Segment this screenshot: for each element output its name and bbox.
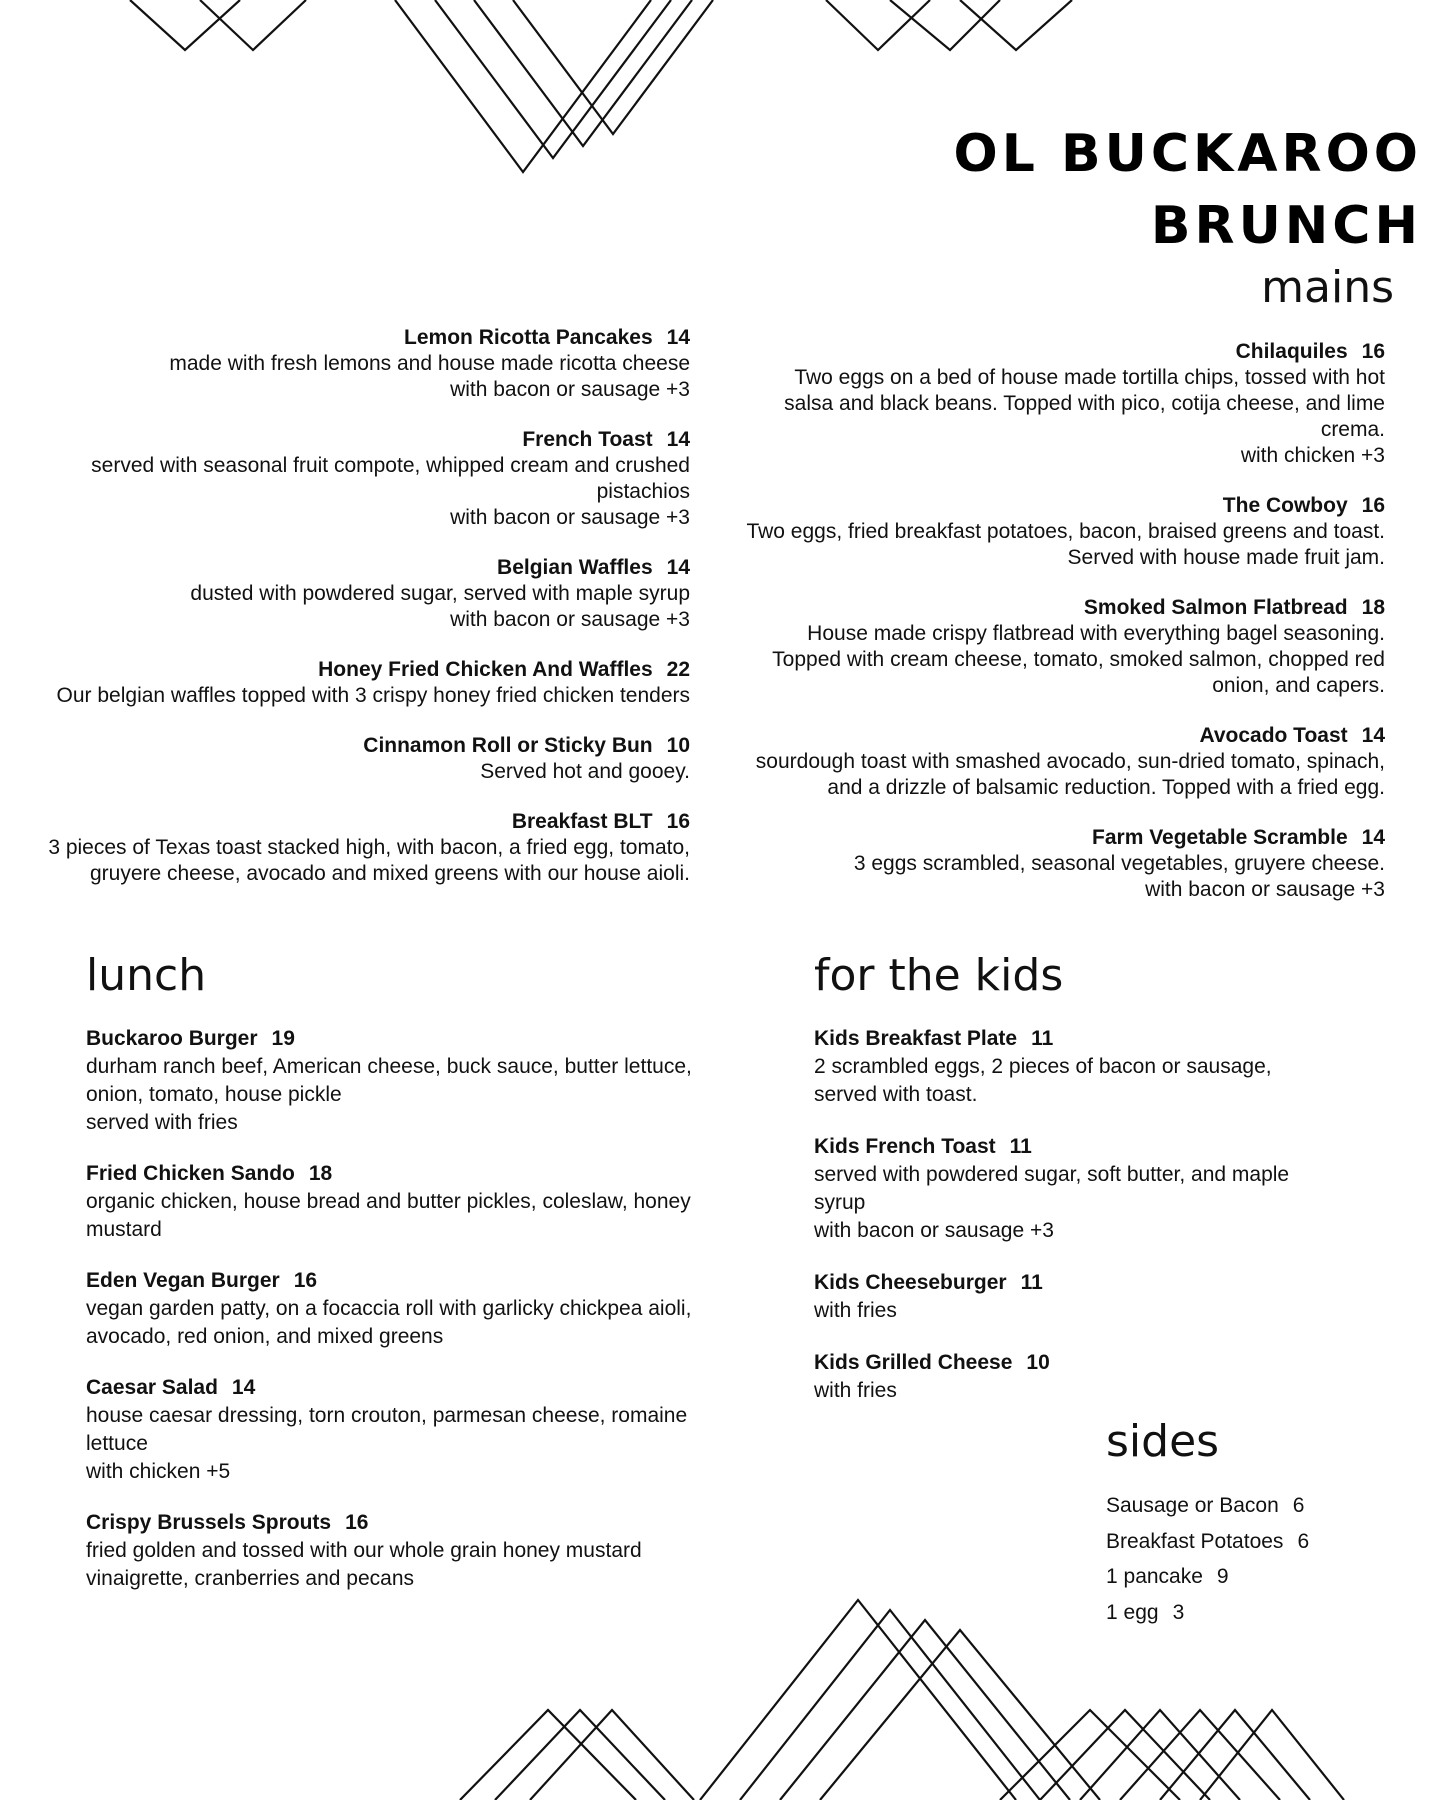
item-price: 19 [271,1027,295,1050]
item-addon: with bacon or sausage +3 [450,506,690,529]
item-price: 18 [308,1162,333,1185]
item-description: Two eggs, fried breakfast potatoes, bacon, braised greens and toast. Served with house made fruit jam. [746,520,1385,569]
side-item [1106,1595,1366,1631]
item-name: Honey Fried Chicken And Waffles [318,658,653,681]
item-description: organic chicken, house bread and butter pickles, coleslaw, honey mustard [86,1190,691,1241]
item-description: fried golden and tossed with our whole grain honey mustard vinaigrette, cranberries and pecans [86,1539,642,1590]
item-description: Served hot and gooey. [480,760,690,783]
item-price: 14 [1361,724,1385,747]
menu-item [740,723,1385,801]
item-addon: with bacon or sausage +3 [1145,878,1385,901]
side-price: 9 [1216,1565,1229,1588]
mains-heading: mains [1261,262,1394,313]
menu-item [40,427,690,531]
item-price: 14 [1361,826,1385,849]
item-price: 11 [1020,1271,1043,1294]
item-price: 14 [666,556,690,579]
item-addon: with chicken +3 [1240,444,1385,467]
menu-item [40,555,690,633]
item-name: Belgian Waffles [497,556,653,579]
menu-item [814,1349,1334,1405]
menu-title [954,118,1422,262]
side-price: 6 [1292,1494,1305,1517]
item-name: Smoked Salmon Flatbread [1083,596,1348,619]
sides-column [1106,1488,1366,1630]
title-line-1: OL BUCKAROO [953,124,1422,184]
item-description: 2 scrambled eggs, 2 pieces of bacon or sausage, served with toast. [814,1055,1272,1106]
item-name: Kids Cheeseburger [814,1271,1007,1294]
item-name: Cinnamon Roll or Sticky Bun [363,734,653,757]
item-name: Crispy Brussels Sprouts [86,1511,332,1534]
item-description: with fries [814,1379,897,1402]
item-description: Our belgian waffles topped with 3 crispy honey fried chicken tenders [56,684,690,707]
menu-item [86,1374,726,1486]
lunch-heading: lunch [86,950,207,1001]
item-price: 16 [1361,340,1385,363]
side-item [1106,1559,1366,1595]
item-description: dusted with powdered sugar, served with maple syrup [190,582,690,605]
menu-item [86,1160,726,1244]
menu-item [86,1025,726,1137]
menu-item [40,809,690,887]
item-price: 10 [1026,1351,1050,1374]
menu-item [740,595,1385,699]
item-price: 18 [1361,596,1385,619]
item-price: 14 [231,1376,256,1399]
item-price: 16 [293,1269,318,1292]
item-name: Lemon Ricotta Pancakes [404,326,653,349]
menu-item [814,1025,1334,1109]
menu-item [86,1267,726,1351]
item-price: 10 [666,734,690,757]
item-description: made with fresh lemons and house made ricotta cheese [169,352,690,375]
item-name: Kids French Toast [814,1135,996,1158]
item-description: 3 eggs scrambled, seasonal vegetables, gruyere cheese. [853,852,1385,875]
side-name: 1 pancake [1106,1565,1203,1588]
item-description: House made crispy flatbread with everything bagel seasoning. Topped with cream cheese, tomato, smoked salmon, chopped red onion, and capers. [772,622,1385,697]
mains-right-column [740,339,1385,927]
item-price: 22 [666,658,690,681]
item-addon: with bacon or sausage +3 [450,378,690,401]
item-name: Avocado Toast [1199,724,1348,747]
menu-item [814,1269,1334,1325]
item-name: Fried Chicken Sando [86,1162,295,1185]
menu-item [814,1133,1334,1245]
item-name: Kids Grilled Cheese [814,1351,1013,1374]
item-name: Caesar Salad [86,1376,218,1399]
item-description: 3 pieces of Texas toast stacked high, with bacon, a fried egg, tomato, gruyere cheese, avocado and mixed greens with our house aioli. [48,836,690,885]
item-addon: served with fries [86,1111,238,1134]
menu-item [740,825,1385,903]
menu-item [740,493,1385,571]
item-addon: with chicken +5 [86,1460,231,1483]
side-item [1106,1524,1366,1560]
top-chevron-decoration [0,0,1100,185]
item-addon: with bacon or sausage +3 [450,608,690,631]
item-name: Chilaquiles [1235,340,1348,363]
item-name: Kids Breakfast Plate [814,1027,1018,1050]
item-description: served with seasonal fruit compote, whipped cream and crushed pistachios [91,454,690,503]
title-line-2: BRUNCH [1150,196,1422,256]
side-item [1106,1488,1366,1524]
item-price: 14 [666,428,690,451]
menu-item [86,1509,726,1593]
item-name: Buckaroo Burger [86,1027,258,1050]
menu-item [740,339,1385,469]
item-name: Breakfast BLT [511,810,653,833]
side-name: Breakfast Potatoes [1106,1529,1284,1553]
item-description: with fries [814,1299,897,1322]
item-description: vegan garden patty, on a focaccia roll with garlicky chickpea aioli, avocado, red onion, and mixed greens [86,1297,692,1348]
sides-heading: sides [1106,1416,1220,1467]
mains-left-column [40,325,690,911]
item-price: 11 [1031,1027,1054,1050]
item-price: 16 [666,810,690,833]
item-price: 16 [345,1511,369,1534]
menu-item [40,325,690,403]
item-name: The Cowboy [1222,494,1348,517]
menu-item [40,657,690,709]
item-description: Two eggs on a bed of house made tortilla chips, tossed with hot salsa and black beans. Topped with pico, cotija cheese, and lime crema. [784,366,1385,441]
side-name: Sausage or Bacon [1106,1494,1279,1517]
item-price: 14 [666,326,690,349]
item-addon: with bacon or sausage +3 [814,1219,1054,1242]
side-price: 6 [1297,1529,1310,1553]
item-price: 16 [1361,494,1385,517]
kids-heading: for the kids [814,950,1064,1001]
item-price: 11 [1009,1135,1032,1158]
item-name: French Toast [522,428,653,451]
item-description: served with powdered sugar, soft butter, and maple syrup [814,1163,1290,1214]
item-description: durham ranch beef, American cheese, buck sauce, butter lettuce, onion, tomato, house pickle [86,1055,692,1106]
item-name: Farm Vegetable Scramble [1092,826,1348,849]
side-price: 3 [1172,1600,1185,1624]
side-name: 1 egg [1106,1600,1159,1624]
item-name: Eden Vegan Burger [86,1269,280,1292]
kids-column [814,1025,1334,1429]
item-description: sourdough toast with smashed avocado, sun-dried tomato, spinach, and a drizzle of balsamic reduction. Topped with a fried egg. [755,750,1385,799]
menu-item [40,733,690,785]
lunch-column [86,1025,726,1616]
item-description: house caesar dressing, torn crouton, parmesan cheese, romaine lettuce [86,1404,688,1455]
